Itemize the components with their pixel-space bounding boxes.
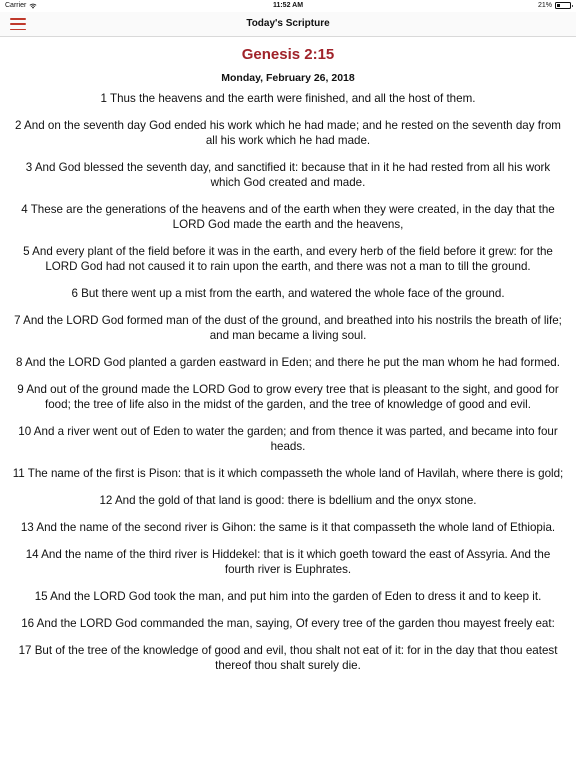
status-time: 11:52 AM	[272, 2, 304, 9]
verse-item: 10 And a river went out of Eden to water the garden; and from thence it was parted, and became into four heads.	[18, 425, 558, 453]
battery-percent: 21%	[537, 2, 552, 9]
battery-group	[538, 2, 571, 9]
verse-item: 13 And the name of the second river is Gihon: the same is it that compasseth the whole land of Ethiopia.	[20, 521, 556, 534]
verse-item: 3 And God blessed the seventh day, and sanctified it: because that in it he had rested from all his work which God created and made.	[25, 161, 551, 189]
verse-item: 14 And the name of the third river is Hiddekel: that is it which goeth toward the east of Assyria. And the fourth river is Euphrates.	[25, 548, 551, 576]
scripture-reference: Genesis 2:15	[241, 46, 335, 63]
verse-item: 8 And the LORD God planted a garden eastward in Eden; and there he put the man whom he had formed.	[16, 356, 560, 369]
battery-icon	[555, 2, 571, 9]
scripture-date: Monday, February 26, 2018	[221, 72, 355, 84]
verse-item: 2 And on the seventh day God ended his work which he had made; and he rested on the seventh day from all his work which he had made.	[15, 119, 561, 147]
verse-item: 4 These are the generations of the heavens and of the earth when they were created, in the day that the LORD God made the earth and the heavens,	[21, 203, 555, 231]
scripture-content[interactable]	[0, 38, 576, 685]
carrier-label: Carrier	[5, 2, 27, 9]
verse-item: 1 Thus the heavens and the earth were finished, and all the host of them.	[100, 92, 476, 105]
status-bar	[0, 0, 576, 12]
verse-item: 15 And the LORD God took the man, and put him into the garden of Eden to dress it and to keep it.	[34, 590, 542, 603]
verse-item: 9 And out of the ground made the LORD God to grow every tree that is pleasant to the sight, and good for food; the tree of life also in the midst of the garden, and the tree of knowledge of good and evil.	[17, 383, 559, 411]
navigation-bar	[0, 12, 576, 37]
page-title: Today's Scripture	[246, 18, 330, 29]
verse-list	[10, 91, 566, 673]
verse-item: 16 And the LORD God commanded the man, saying, Of every tree of the garden thou mayest freely eat:	[21, 617, 555, 630]
verse-item: 5 And every plant of the field before it was in the earth, and every herb of the field before it grew: for the LORD God had not caused it to rain upon the earth, and there was not a man to till the ground.	[23, 245, 553, 273]
verse-item: 6 But there went up a mist from the earth, and watered the whole face of the ground.	[71, 287, 505, 300]
verse-item: 17 But of the tree of the knowledge of good and evil, thou shalt not eat of it: for in the day that thou eatest thereof thou shalt surely die.	[18, 644, 558, 672]
verse-item: 11 The name of the first is Pison: that is it which compasseth the whole land of Havilah, where there is gold;	[12, 467, 564, 480]
battery-fill	[557, 4, 560, 7]
verse-item: 12 And the gold of that land is good: there is bdellium and the onyx stone.	[99, 494, 477, 507]
verse-item: 7 And the LORD God formed man of the dust of the ground, and breathed into his nostrils the breath of life; and man became a living soul.	[14, 314, 562, 342]
